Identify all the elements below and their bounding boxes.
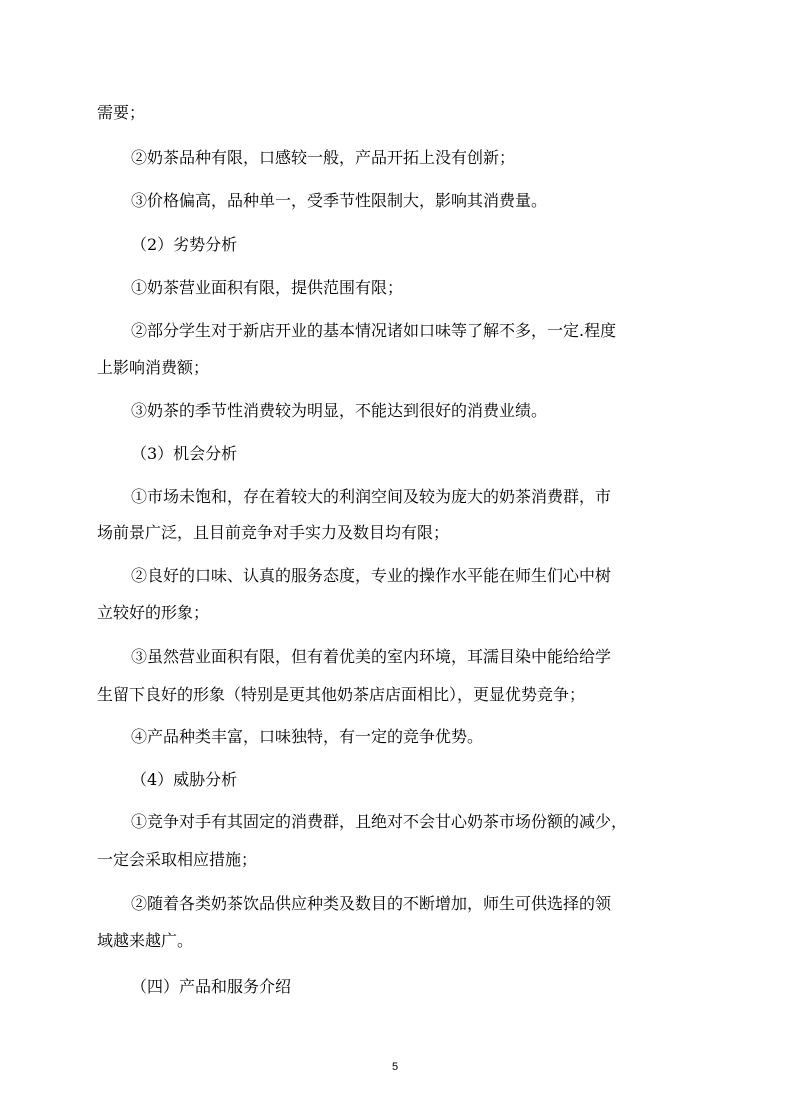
list-item-continuation: 场前景广泛，且目前竞争对手实力及数目均有限； bbox=[97, 523, 450, 542]
list-item-continuation: 生留下良好的形象（特别是更其他奶茶店店面相比），更显优势竞争； bbox=[97, 685, 586, 704]
list-item: ①奶茶营业面积有限，提供范围有限； bbox=[131, 278, 404, 297]
list-item: ①市场未饱和，存在着较大的利润空间及较为庞大的奶茶消费群，市 bbox=[131, 487, 612, 506]
list-item: ①竞争对手有其固定的消费群，且绝对不会甘心奶茶市场份额的减少， bbox=[131, 812, 628, 831]
list-item: ③虽然营业面积有限，但有着优美的室内环境，耳濡目染中能给给学 bbox=[131, 647, 612, 666]
list-item: ③价格偏高，品种单一，受季节性限制大，影响其消费量。 bbox=[131, 191, 548, 210]
list-item: ②部分学生对于新店开业的基本情况诸如口味等了解不多，一定.程度 bbox=[131, 321, 617, 340]
list-item-continuation: 上影响消费额； bbox=[97, 358, 210, 377]
list-item: ②奶茶品种有限，口感较一般，产品开拓上没有创新； bbox=[131, 148, 516, 167]
list-item: ③奶茶的季节性消费较为明显，不能达到很好的消费业绩。 bbox=[131, 401, 548, 420]
list-item-continuation: 一定会采取相应措施； bbox=[97, 850, 258, 869]
list-item: ②随着各类奶茶饮品供应种类及数目的不断增加，师生可供选择的领 bbox=[131, 894, 612, 913]
section-heading-threat: （4）威胁分析 bbox=[131, 770, 238, 789]
list-item-continuation: 域越来越广。 bbox=[97, 931, 194, 950]
list-item-continuation: 立较好的形象； bbox=[97, 603, 210, 622]
section-heading-opportunity: （3）机会分析 bbox=[131, 444, 238, 463]
page-number: 5 bbox=[391, 1061, 399, 1073]
list-item: ④产品种类丰富，口味独特，有一定的竞争优势。 bbox=[131, 727, 484, 746]
section-heading-weakness: （2）劣势分析 bbox=[131, 235, 238, 254]
section-heading-products-services: （四）产品和服务介绍 bbox=[131, 977, 292, 996]
list-item: ②良好的口味、认真的服务态度，专业的操作水平能在师生们心中树 bbox=[131, 566, 612, 585]
paragraph-continuation: 需要； bbox=[97, 103, 146, 122]
